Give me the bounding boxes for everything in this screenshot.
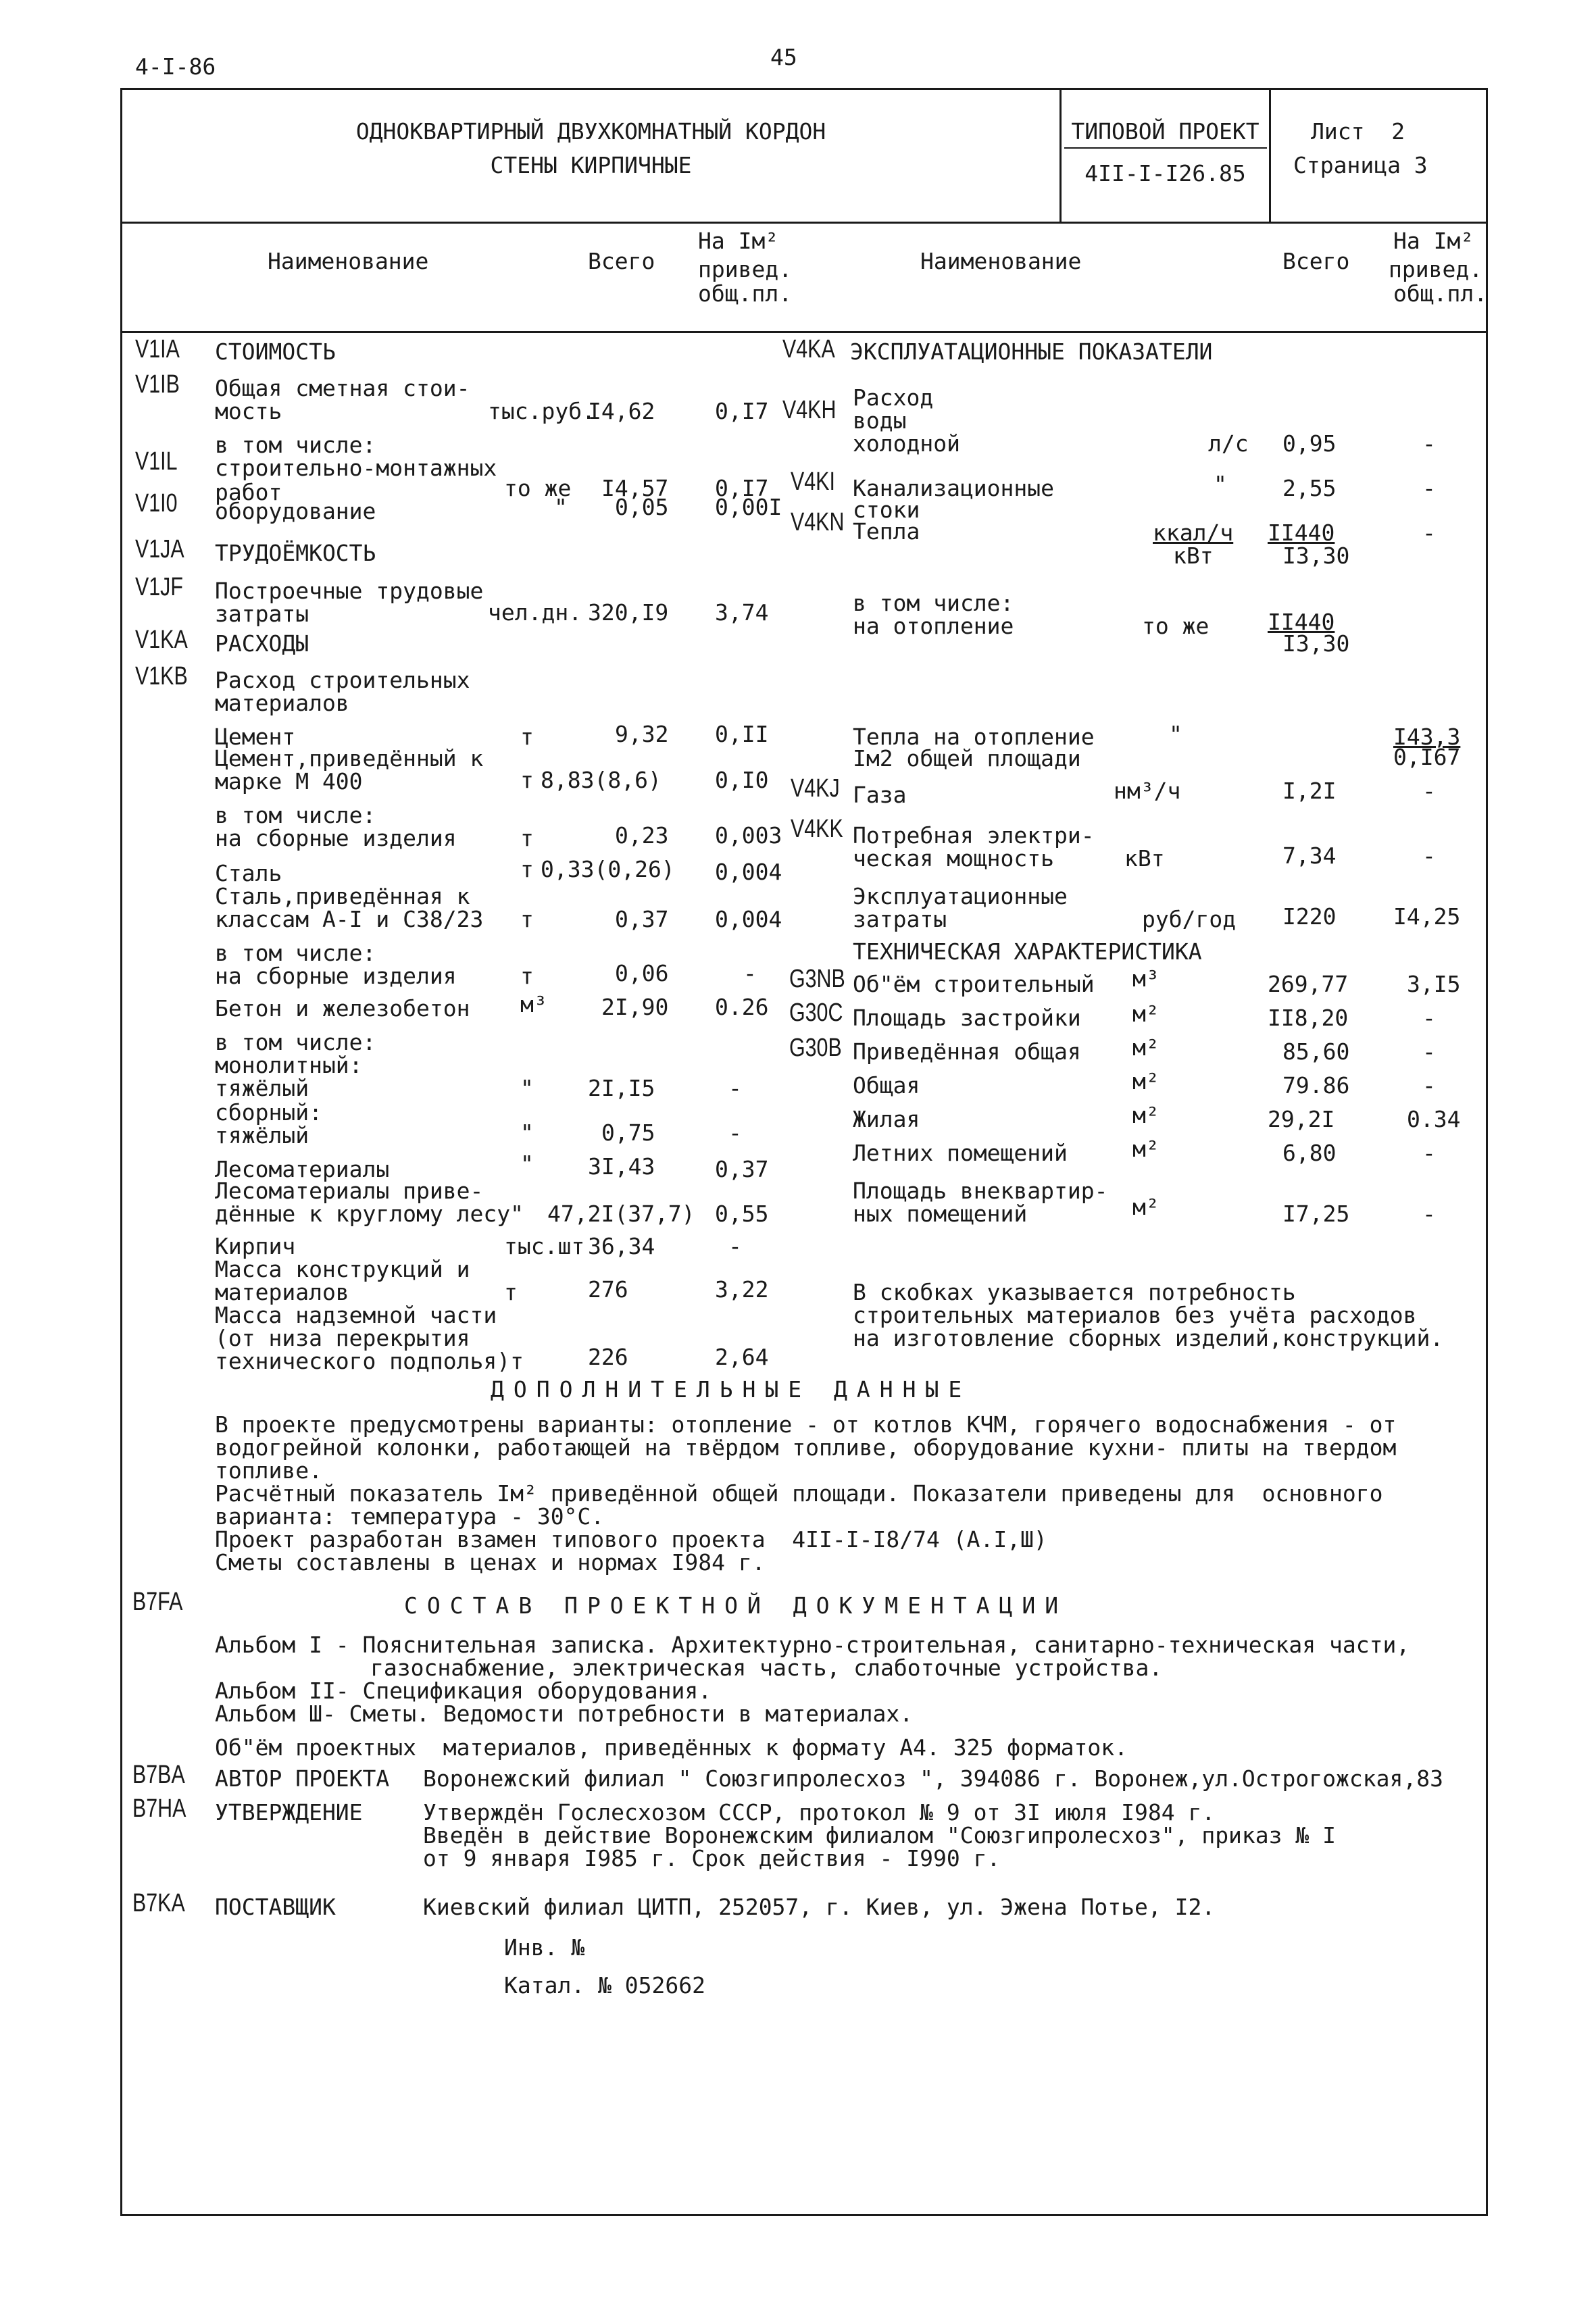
row-heating: на отопление [853,613,1014,639]
code-v4ka: V4KA [782,335,835,363]
row-living-area-per-m2: 0.34 [1407,1106,1461,1132]
row-power-unit: кВт [1124,845,1165,872]
code-v1jf: V1JF [135,573,183,601]
header-divider [120,222,1488,224]
row-construction-value: I4,57 [601,475,669,501]
inventory-number: Инв. № [504,1934,585,1961]
note-line-1: В скобках указывается потребность [853,1279,1296,1305]
row-total-cost-b: мость [215,398,282,424]
code-v4kn: V4KN [791,508,845,536]
row-cement-value: 9,32 [615,721,669,747]
row-common-area-a: Площадь внеквартир- [853,1178,1108,1204]
row-reduced-area-unit: м² [1132,1034,1159,1061]
row-brick-unit: тыс.шт [504,1233,585,1259]
approval-line-3: от 9 января I985 г. Срок действия - I990 г. [423,1845,1001,1871]
row-gas-unit: нм³/ч [1114,778,1181,804]
row-including-2: в том числе: [215,802,376,828]
approval-line-1: Утверждён Гослесхозом СССР, протокол № 9 от 3I июля I984 г. [423,1799,1216,1826]
additional-line-6: Проект разработан взамен типового проекта 4II-I-I8/74 (А.I,Ш) [215,1526,1047,1553]
row-power-b: ческая мощность [853,845,1055,872]
code-v1il: V1IL [135,447,178,476]
row-built-area-value: II8,20 [1268,1005,1349,1031]
row-timber-round-b: дённые к круглому лесу" [215,1201,524,1227]
row-living-area-value: 29,2I [1268,1106,1335,1132]
row-operating-costs-a: Эксплуатационные [853,883,1068,909]
row-above-ground-per-m2: 2,64 [715,1344,769,1370]
row-timber-round-per-m2: 0,55 [715,1201,769,1227]
section-operation: ЭКСПЛУАТАЦИОННЫЕ ПОКАЗАТЕЛИ [850,338,1213,365]
additional-line-1: В проекте предусмотрены варианты: отопление - от котлов КЧМ, горячего водоснабжения - от [215,1411,1397,1438]
row-concrete-unit: м³ [520,991,547,1017]
row-timber-unit: " [520,1151,534,1177]
row-including-1: в том числе: [215,432,376,458]
row-concrete-value: 2I,90 [601,994,669,1020]
page-number: 45 [770,44,797,70]
additional-line-7: Сметы составлены в ценах и нормах I984 г. [215,1549,766,1576]
col-name-left: Наименование [268,248,429,274]
row-water-c: холодной [853,430,960,457]
row-mass-per-m2: 3,22 [715,1276,769,1303]
row-total-area-unit: м² [1132,1068,1159,1095]
row-gas-value: I,2I [1282,778,1337,804]
catalog-number: Катал. № 052662 [504,1972,706,1998]
row-timber-round-value: 47,2I(37,7) [547,1201,695,1227]
code-v4kh: V4KH [782,396,837,424]
row-prefab-cement: на сборные изделия [215,825,457,851]
row-living-area: Жилая [853,1106,920,1132]
row-cement400-unit: т [520,767,534,793]
row-total-cost-unit: тыс.руб. [488,398,595,424]
row-steel-class-b: классам А-I и С38/23 [215,906,484,932]
row-volume-value: 269,77 [1268,971,1349,997]
code-g30c: G30C [789,999,843,1027]
author-label: АВТОР ПРОЕКТА [215,1765,390,1792]
supplier-value: Киевский филиал ЦИТП, 252057, г. Киев, ул. Эжена Потье, I2. [423,1894,1216,1920]
row-monolithic-per-m2: - [728,1075,742,1101]
row-heating-value-b: I3,30 [1282,630,1350,657]
row-volume: Об"ём строительный [853,971,1095,997]
row-cement-unit: т [520,724,534,750]
section-technical: ТЕХНИЧЕСКАЯ ХАРАКТЕРИСТИКА [853,938,1202,965]
note-line-2: строительных материалов без учёта расходов [853,1302,1417,1328]
row-monolithic-value: 2I,I5 [588,1075,655,1101]
additional-heading: ДОПОЛНИТЕЛЬНЫЕ ДАННЫЕ [491,1376,972,1403]
row-prefab-heavy-value: 0,75 [601,1120,655,1146]
supplier-label: ПОСТАВЩИК [215,1894,336,1920]
row-concrete: Бетон и железобетон [215,995,470,1022]
header-sep-2 [1269,88,1271,223]
album-3: Альбом Ш- Сметы. Ведомости потребности в материалах. [215,1701,914,1727]
row-heat-per-m2-value-b: 0,I67 [1393,744,1461,770]
row-volume-per-m2: 3,I5 [1407,971,1461,997]
code-b7ba: B7BA [132,1761,185,1789]
row-operating-costs-unit: руб/год [1142,906,1237,932]
row-water-value: 0,95 [1282,430,1337,457]
row-operating-costs-per-m2: I4,25 [1393,903,1461,930]
album-2: Альбом II- Спецификация оборудования. [215,1678,712,1704]
col-total-right: Всего [1282,248,1350,274]
row-power-a: Потребная электри- [853,822,1095,849]
code-v4ki: V4KI [791,468,835,496]
additional-line-3: топливе. [215,1457,322,1484]
code-v1ja: V1JA [135,535,184,563]
code-b7ka: B7KA [132,1889,185,1917]
row-built-area-per-m2: - [1422,1005,1436,1031]
album-1-b: газоснабжение, электрическая часть, слаботочные устройства. [370,1655,1163,1681]
row-construction-a: строительно-монтажных [215,455,497,481]
row-construction-per-m2: 0,I7 [715,475,769,501]
row-equipment: оборудование [215,498,376,524]
row-timber-per-m2: 0,37 [715,1156,769,1182]
row-brick-per-m2: - [728,1233,742,1259]
row-timber-round-a: Лесоматериалы приве- [215,1178,484,1204]
row-labour-a: Построечные трудовые [215,578,484,604]
row-steel-unit: т [520,856,534,882]
row-reduced-area-per-m2: - [1422,1038,1436,1065]
row-common-area-unit: м² [1132,1194,1159,1220]
row-including-3: в том числе: [215,940,376,966]
row-prefab-cement-value: 0,23 [615,822,669,849]
row-including-4: в том числе: [215,1029,376,1055]
row-monolithic: монолитный: [215,1052,363,1078]
row-reduced-area-value: 85,60 [1282,1038,1350,1065]
row-heating-value-a: II440 [1268,609,1335,635]
col-per-m2-right-c: общ.пл. [1393,280,1488,307]
columns-divider [120,331,1488,333]
row-mass-b: материалов [215,1279,349,1305]
row-above-ground-a: Масса надземной части [215,1302,497,1328]
document-code: 4-I-86 [135,53,216,80]
row-total-cost-a: Общая сметная стои- [215,375,470,401]
row-cement-per-m2: 0,II [715,721,769,747]
row-cement: Цемент [215,724,296,750]
section-cost: СТОИМОСТЬ [215,338,336,365]
row-timber-value: 3I,43 [588,1153,655,1180]
row-reduced-area: Приведённая общая [853,1038,1081,1065]
author-value: Воронежский филиал " Союзгипролесхоз ", 394086 г. Воронеж,ул.Острогожская,83 [423,1765,1443,1792]
frame-right [1486,88,1488,2216]
code-v4kk: V4KK [791,815,843,843]
row-cement400-b: марке М 400 [215,768,363,795]
row-prefab-heavy-unit: " [520,1120,534,1146]
code-v1i0: V1I0 [135,489,178,518]
title-line-2: СТЕНЫ КИРПИЧНЫЕ [490,152,692,178]
additional-line-2: водогрейной колонки, работающей на твёрдом топливе, оборудование кухни- плиты на твердом [215,1434,1397,1461]
row-steel-class-value: 0,37 [615,906,669,932]
row-total-area-per-m2: - [1422,1072,1436,1099]
col-per-m2-left-a: На Iм² [698,228,779,254]
row-gas: Газа [853,782,907,808]
row-living-area-unit: м² [1132,1102,1159,1128]
row-labour-value: 320,I9 [588,599,669,626]
row-heating-unit: то же [1142,613,1210,639]
row-summer-area: Летних помещений [853,1140,1068,1166]
col-per-m2-left-c: общ.пл. [698,280,793,307]
row-brick-value: 36,34 [588,1233,655,1259]
row-equipment-value: 0,05 [615,494,669,520]
row-steel-class-unit: т [520,906,534,932]
row-built-area-unit: м² [1132,1001,1159,1027]
row-prefab-steel-per-m2: - [743,960,757,986]
row-heat-per-m2-value-a: I43,3 [1393,724,1461,750]
row-heat-unit-a: ккал/ч [1153,520,1234,546]
sheet-number: Лист 2 [1311,118,1405,145]
col-per-m2-right-a: На Iм² [1393,228,1474,254]
note-line-3: на изготовление сборных изделий,конструкций. [853,1325,1444,1351]
row-heat-value-b: I3,30 [1282,543,1350,569]
row-concrete-per-m2: 0.26 [715,994,769,1020]
additional-line-4: Расчётный показатель Iм² приведённой общей площади. Показатели приведены для основного [215,1480,1383,1507]
row-heat-per-m2-a: Тепла на отопление [853,724,1095,750]
row-heat-per-m2-unit: " [1169,721,1182,747]
row-heat-per-m2: - [1422,520,1436,546]
row-construction-b: работ [215,479,282,505]
code-v1ib: V1IB [135,370,180,399]
album-1-a: Альбом I - Пояснительная записка. Архитектурно-строительная, санитарно-техническая части, [215,1632,1410,1658]
row-common-area-value: I7,25 [1282,1201,1350,1227]
code-v1kb: V1KB [135,662,188,690]
row-mass-value: 276 [588,1276,628,1303]
row-cement400-value: 8,83(8,6) [541,767,662,793]
row-labour-b: затраты [215,601,309,627]
additional-line-5: варианта: температура - 30°С. [215,1503,605,1530]
row-summer-area-value: 6,80 [1282,1140,1337,1166]
row-prefab-steel-value: 0,06 [615,960,669,986]
row-prefab: сборный: [215,1099,322,1126]
code-v1ia: V1IA [135,335,180,363]
row-timber: Лесоматериалы [215,1156,390,1182]
row-prefab-cement-unit: т [520,825,534,851]
row-steel: Сталь [215,860,282,886]
code-b7fa: B7FA [132,1588,183,1616]
docs-volume: Об"ём проектных материалов, приведённых к формату А4. 325 форматок. [215,1734,1128,1761]
row-operating-costs-b: затраты [853,906,947,932]
row-brick: Кирпич [215,1233,296,1259]
row-prefab-steel: на сборные изделия [215,963,457,989]
row-monolithic-heavy: тяжёлый [215,1075,309,1101]
frame-top [120,88,1488,90]
col-name-right: Наименование [920,248,1082,274]
row-sewage-a: Канализационные [853,475,1055,501]
frame-left [120,88,122,2216]
row-materials-b: материалов [215,690,349,716]
page-label: Страница 3 [1293,152,1428,178]
row-steel-class-per-m2: 0,004 [715,906,782,932]
row-monolithic-unit: " [520,1075,534,1101]
code-g30b: G30B [789,1034,842,1062]
row-including-5: в том числе: [853,590,1014,616]
row-prefab-heavy: тяжёлый [215,1122,309,1149]
row-summer-area-unit: м² [1132,1136,1159,1162]
row-total-cost-per-m2: 0,I7 [715,398,769,424]
code-g3nb: G3NB [789,965,845,993]
col-per-m2-right-b: привед. [1389,256,1483,282]
code-v1ka: V1KA [135,626,188,654]
row-heat-per-m2-b: Iм2 общей площади [853,745,1081,772]
row-cement400-per-m2: 0,I0 [715,767,769,793]
row-prefab-steel-unit: т [520,963,534,989]
title-line-1: ОДНОКВАРТИРНЫЙ ДВУХКОМНАТНЫЙ КОРДОН [355,118,826,145]
row-equipment-unit: " [554,494,568,520]
code-v4kj: V4KJ [791,774,840,803]
row-operating-costs-value: I220 [1282,903,1337,930]
row-prefab-cement-per-m2: 0,003 [715,822,782,849]
row-labour-unit: чел.дн. [488,599,582,626]
row-equipment-per-m2: 0,00I [715,494,782,520]
col-total-left: Всего [588,248,655,274]
section-labour: ТРУДОЁМКОСТЬ [215,540,376,566]
row-above-ground-b: (от низа перекрытия [215,1325,470,1351]
approval-line-2: Введён в действие Воронежским филиалом "Союзгипролесхоз", приказ № I [423,1822,1337,1848]
row-common-area-b: ных помещений [853,1201,1028,1227]
row-above-ground-c: технического подполья)т [215,1348,524,1374]
row-total-cost-value: I4,62 [588,398,655,424]
row-summer-area-per-m2: - [1422,1140,1436,1166]
row-water-unit: л/с [1208,430,1249,457]
row-heat-unit-b: кВт [1173,543,1214,569]
row-sewage-unit: " [1214,471,1227,497]
row-materials-a: Расход строительных [215,667,470,693]
code-b7ha: B7HA [132,1794,186,1823]
row-construction-unit: то же [504,475,572,501]
row-prefab-heavy-per-m2: - [728,1120,742,1146]
row-above-ground-value: 226 [588,1344,628,1370]
header-sep-1 [1059,88,1062,223]
frame-bottom [120,2214,1488,2216]
row-steel-class-a: Сталь,приведённая к [215,883,470,909]
row-sewage-per-m2: - [1422,475,1436,501]
row-water-a: Расход [853,384,934,411]
project-label: ТИПОВОЙ ПРОЕКТ [1071,118,1260,145]
row-heat: Тепла [853,518,920,545]
row-water-b: воды [853,407,907,434]
row-heat-value-a: II440 [1268,520,1335,546]
project-number: 4II-I-I26.85 [1084,160,1246,186]
row-total-area: Общая [853,1072,920,1099]
row-cement400-a: Цемент,приведённый к [215,745,484,772]
approval-label: УТВЕРЖДЕНИЕ [215,1799,363,1826]
row-total-area-value: 79.86 [1282,1072,1350,1099]
section-consumption: РАСХОДЫ [215,630,309,657]
project-underline [1064,147,1267,149]
row-sewage-value: 2,55 [1282,475,1337,501]
row-sewage-b: стоки [853,497,920,523]
row-power-per-m2: - [1422,842,1436,869]
row-labour-per-m2: 3,74 [715,599,769,626]
row-volume-unit: м³ [1132,965,1159,992]
row-mass-unit: т [504,1279,518,1305]
row-gas-per-m2: - [1422,778,1436,804]
row-common-area-per-m2: - [1422,1201,1436,1227]
row-mass-a: Масса конструкций и [215,1256,470,1282]
row-steel-value: 0,33(0,26) [541,856,675,882]
row-built-area: Площадь застройки [853,1005,1081,1031]
docs-heading: СОСТАВ ПРОЕКТНОЙ ДОКУМЕНТАЦИИ [404,1592,1068,1619]
row-water-per-m2: - [1422,430,1436,457]
col-per-m2-left-b: привед. [698,256,793,282]
row-power-value: 7,34 [1282,842,1337,869]
row-steel-per-m2: 0,004 [715,859,782,885]
